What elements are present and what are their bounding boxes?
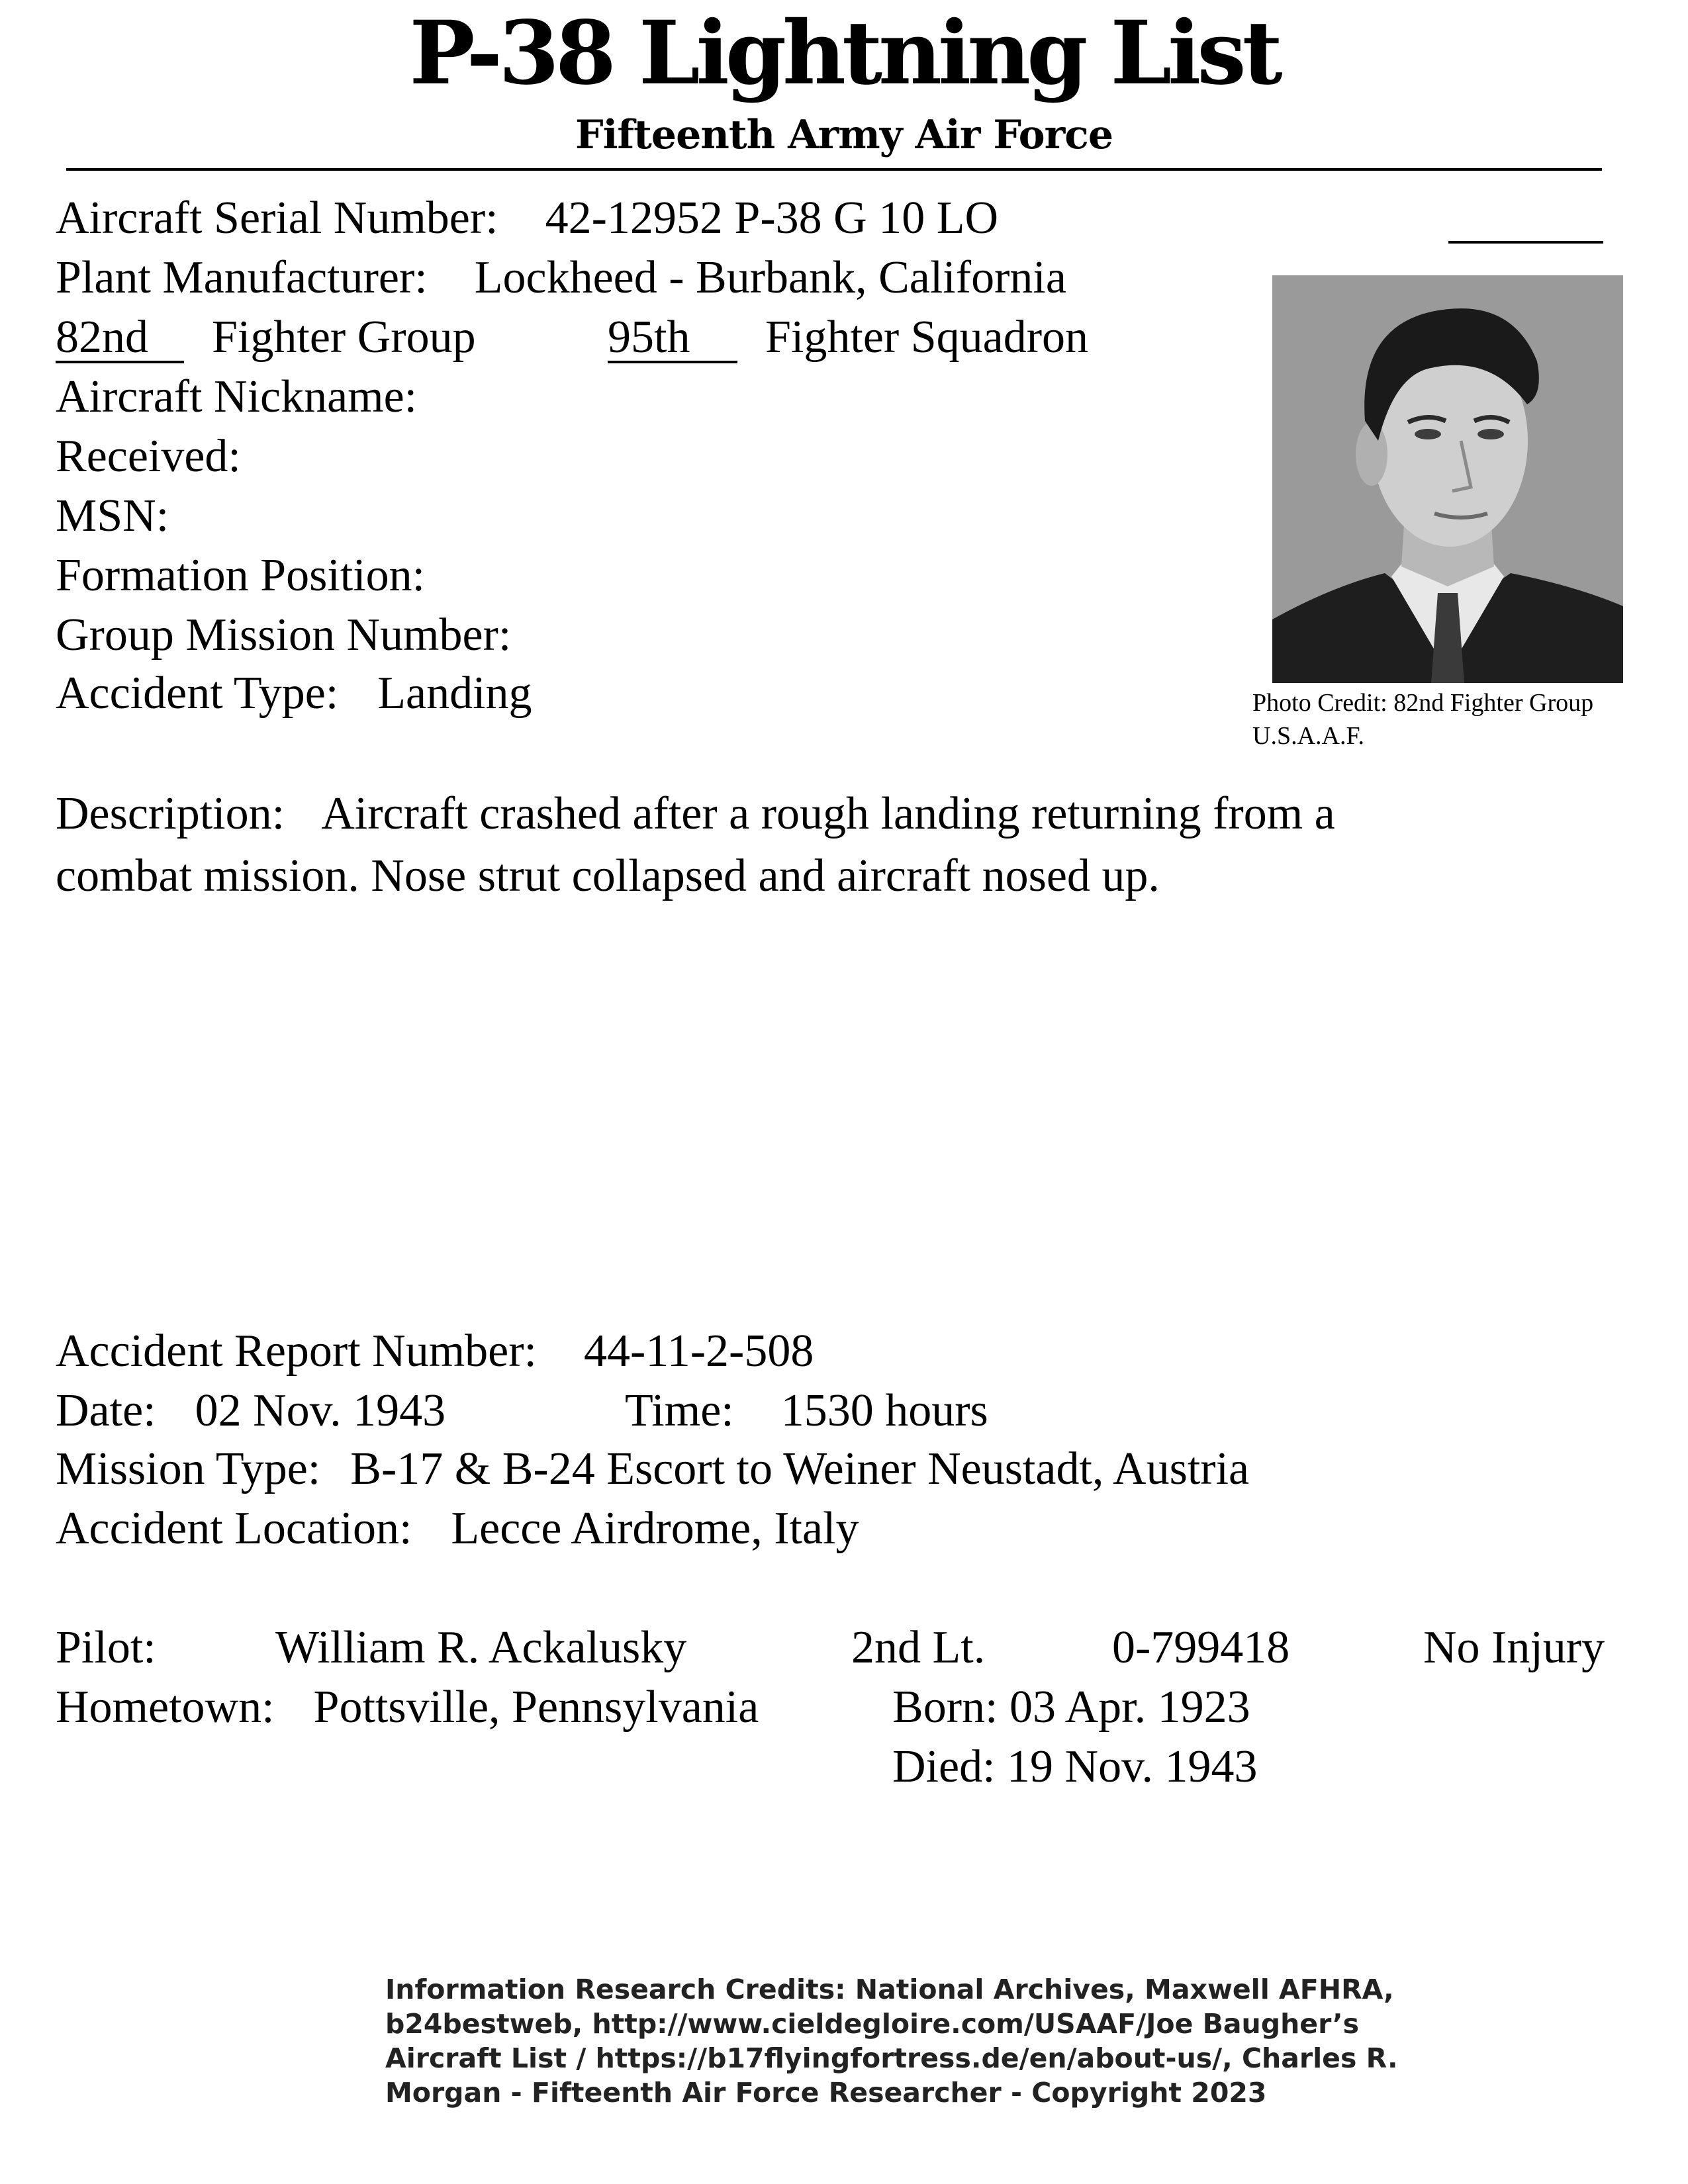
mission-type-value: B-17 & B-24 Escort to Weiner Neustadt, Austria <box>350 1443 1250 1494</box>
pilot-rank: 2nd Lt. <box>851 1622 986 1673</box>
born-date: Born: 03 Apr. 1923 <box>892 1682 1250 1733</box>
portrait-photo <box>1272 275 1623 683</box>
date-value: 02 Nov. 1943 <box>195 1385 446 1436</box>
serial-row <box>56 189 998 248</box>
accident-type-label: Accident Type: <box>56 668 339 719</box>
manufacturer-value: Lockheed - Burbank, California <box>474 252 1066 303</box>
pilot-name: William R. Ackalusky <box>275 1622 687 1673</box>
location-value: Lecce Airdrome, Italy <box>451 1503 859 1554</box>
group-row <box>56 308 184 367</box>
footer-credits-line3: Aircraft List / https://b17flyingfortress.de/en/about-us/, Charles R. <box>385 2042 1398 2074</box>
formation-label: Formation Position: <box>56 550 426 601</box>
group-label: Fighter Group <box>212 312 476 363</box>
serial-value: 42-12952 P-38 G 10 LO <box>545 193 999 244</box>
mission-type-row <box>56 1440 1249 1498</box>
portrait-icon <box>1272 275 1623 683</box>
location-row <box>56 1500 859 1558</box>
footer-credits-line1: Information Research Credits: National Archives, Maxwell AFHRA, <box>385 1974 1394 2005</box>
footer-credits-line4: Morgan - Fifteenth Air Force Researcher - Copyright 2023 <box>385 2077 1267 2109</box>
accident-type-value: Landing <box>377 668 532 719</box>
hometown-row <box>56 1678 759 1737</box>
time-row <box>625 1382 988 1440</box>
hometown-label: Hometown: <box>56 1682 275 1733</box>
squadron-row <box>608 308 737 367</box>
header-divider <box>66 168 1602 171</box>
group-mission-label: Group Mission Number: <box>56 610 512 660</box>
description-text-1: Aircraft crashed after a rough landing returning from a <box>321 788 1335 839</box>
received-label: Received: <box>56 431 241 482</box>
msn-label: MSN: <box>56 490 169 541</box>
manufacturer-row <box>56 249 1066 307</box>
accident-type-row <box>56 664 532 723</box>
photo-credit-line2: U.S.A.A.F. <box>1252 722 1365 750</box>
serial-label: Aircraft Serial Number: <box>56 193 498 244</box>
pilot-serial: 0-799418 <box>1112 1622 1290 1673</box>
description-text-2: combat mission. Nose strut collapsed and aircraft nosed up. <box>56 850 1160 901</box>
photo-credit-line1: Photo Credit: 82nd Fighter Group <box>1252 689 1594 717</box>
description-label: Description: <box>56 788 285 839</box>
pilot-label: Pilot: <box>56 1622 156 1673</box>
time-label: Time: <box>625 1385 734 1436</box>
manufacturer-label: Plant Manufacturer: <box>56 252 428 303</box>
date-label: Date: <box>56 1385 156 1436</box>
pilot-status: No Injury <box>1423 1622 1605 1673</box>
squadron-value: 95th <box>608 314 737 363</box>
group-value: 82nd <box>56 314 184 363</box>
location-label: Accident Location: <box>56 1503 412 1554</box>
report-number-row <box>56 1322 814 1381</box>
time-value: 1530 hours <box>780 1385 988 1436</box>
page-title: P-38 Lightning List <box>409 2 1279 105</box>
description-line1 <box>56 785 1335 843</box>
footer-credits-line2: b24bestweb, http://www.cieldegloire.com/USAAF/Joe Baugher’s <box>385 2008 1360 2040</box>
report-number-value: 44-11-2-508 <box>584 1326 814 1377</box>
mission-type-label: Mission Type: <box>56 1443 321 1494</box>
report-number-label: Accident Report Number: <box>56 1326 538 1377</box>
page-subtitle: Fifteenth Army Air Force <box>575 112 1113 158</box>
blank-underline <box>1448 241 1603 244</box>
died-date: Died: 19 Nov. 1943 <box>892 1741 1258 1792</box>
squadron-label: Fighter Squadron <box>765 312 1089 363</box>
date-row <box>56 1382 445 1440</box>
nickname-label: Aircraft Nickname: <box>56 371 418 422</box>
hometown-value: Pottsville, Pennsylvania <box>313 1682 759 1733</box>
